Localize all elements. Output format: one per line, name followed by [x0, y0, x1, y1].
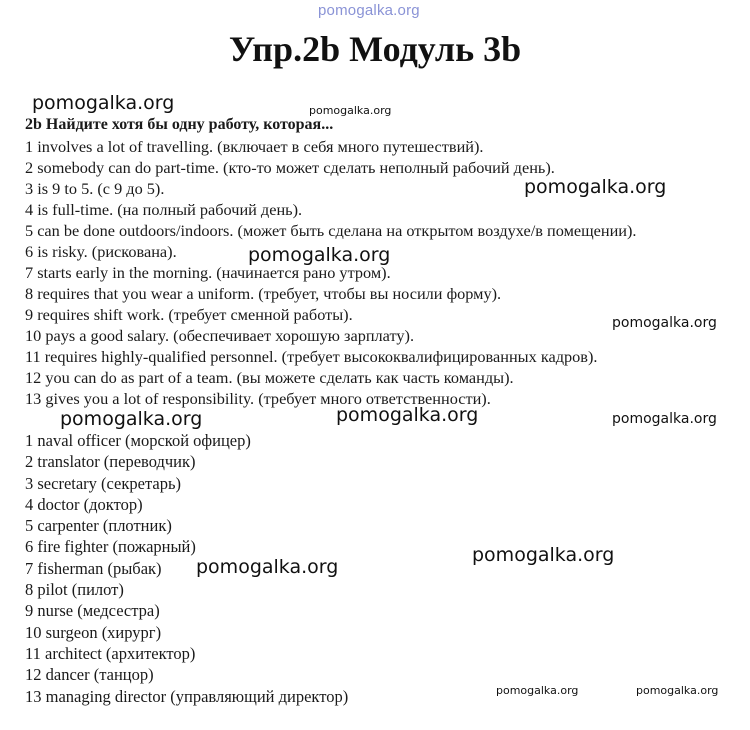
- job-item: 5 carpenter (плотник): [25, 516, 172, 536]
- task-item: 6 is risky. (рискована).: [25, 242, 177, 261]
- watermark-7: pomogalka.org: [336, 404, 479, 426]
- task-item: 4 is full-time. (на полный рабочий день).: [25, 200, 303, 219]
- task-item: 9 requires shift work. (требует сменной работы).: [25, 305, 353, 324]
- task-item: 11 requires highly-qualified personnel. (требует высококвалифицированных кадров).: [25, 347, 598, 366]
- task-item: 12 you can do as part of a team. (вы можете сделать как часть команды).: [25, 368, 514, 387]
- job-item: 6 fire fighter (пожарный): [25, 537, 196, 557]
- job-item: 2 translator (переводчик): [25, 452, 196, 472]
- watermark-4: pomogalka.org: [248, 244, 391, 266]
- task-item: 7 starts early in the morning. (начинается рано утром).: [25, 263, 391, 282]
- task-item: 3 is 9 to 5. (с 9 до 5).: [25, 179, 165, 198]
- job-item: 7 fisherman (рыбак): [25, 558, 162, 578]
- watermark-2: pomogalka.org: [309, 104, 392, 117]
- watermark-12: pomogalka.org: [636, 684, 719, 697]
- watermark-5: pomogalka.org: [612, 315, 717, 331]
- watermark-10: pomogalka.org: [196, 556, 339, 578]
- top-watermark: pomogalka.org: [318, 2, 420, 19]
- job-item: 4 doctor (доктор): [25, 494, 143, 514]
- job-item: 10 surgeon (хирург): [25, 622, 162, 642]
- jobs-list: [25, 430, 348, 707]
- watermark-8: pomogalka.org: [612, 411, 717, 427]
- page-title: Упр.2b Модуль 3b: [228, 29, 522, 69]
- task-item: 2 somebody can do part-time. (кто-то может сделать неполный рабочий день).: [25, 158, 555, 177]
- job-item: 3 secretary (секретарь): [25, 473, 181, 493]
- task-list: [25, 136, 637, 409]
- task-item: 5 can be done outdoors/indoors. (может быть сделана на открытом воздухе/в помещении).: [25, 221, 637, 240]
- task-item: 13 gives you a lot of responsibility. (требует много ответственности).: [25, 389, 491, 408]
- job-item: 12 dancer (танцор): [25, 665, 154, 685]
- watermark-9: pomogalka.org: [472, 544, 615, 566]
- job-item: 11 architect (архитектор): [25, 643, 196, 663]
- task-item: 1 involves a lot of travelling. (включает в себя много путешествий).: [25, 137, 484, 156]
- task-item: 8 requires that you wear a uniform. (требует, чтобы вы носили форму).: [25, 284, 502, 303]
- job-item: 13 managing director (управляющий директор): [25, 686, 349, 706]
- job-item: 9 nurse (медсестра): [25, 601, 160, 621]
- job-item: 8 pilot (пилот): [25, 580, 124, 600]
- watermark-1: pomogalka.org: [32, 92, 175, 114]
- watermark-6: pomogalka.org: [60, 408, 203, 430]
- watermark-11: pomogalka.org: [496, 684, 579, 697]
- task-item: 10 pays a good salary. (обеспечивает хорошую зарплату).: [25, 326, 415, 345]
- job-item: 1 naval officer (морской офицер): [25, 431, 251, 450]
- task-heading: 2b Найдите хотя бы одну работу, которая...: [25, 116, 334, 133]
- watermark-3: pomogalka.org: [524, 176, 667, 198]
